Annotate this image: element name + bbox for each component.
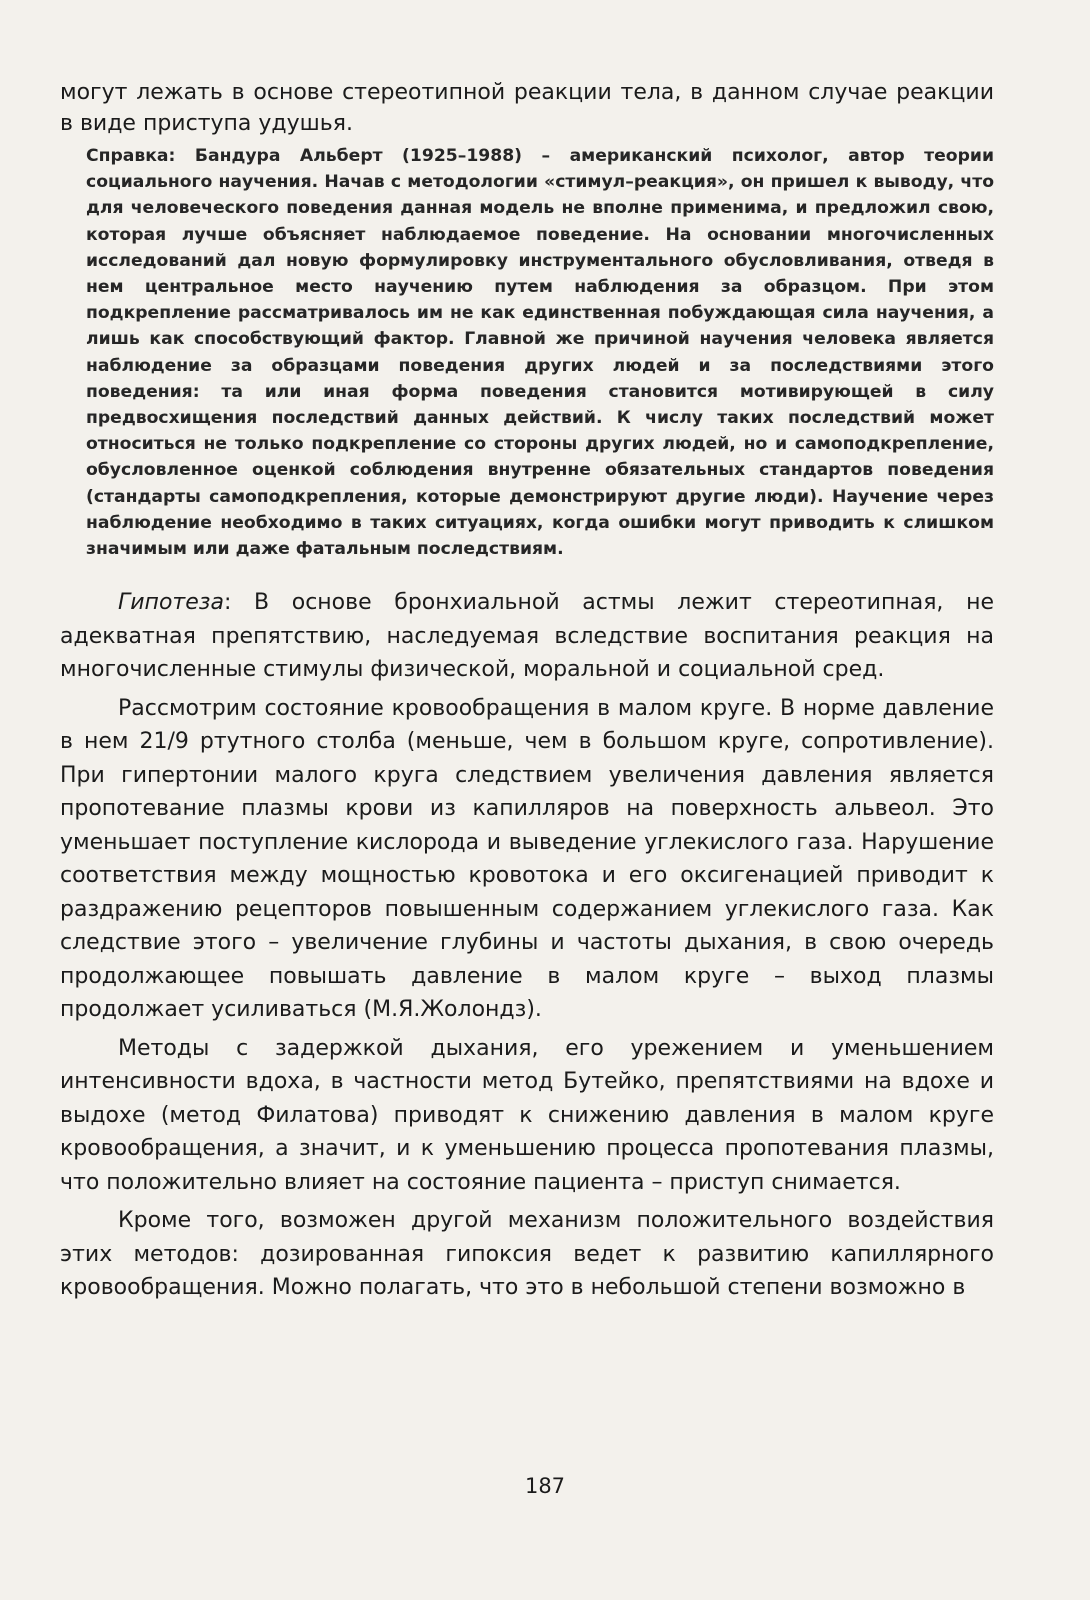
mechanism-paragraph: Кроме того, возможен другой механизм положительного воздействия этих методов: дозированная гипоксия ведет к развитию капиллярного кровообращения. Можно полагать, что это в небольшой степени возможно в — [60, 1208, 994, 1301]
continuation-paragraph: могут лежать в основе стереотипной реакции тела, в данном случае реакции в виде приступа удушья. — [60, 80, 994, 136]
page-number: 187 — [524, 1474, 566, 1498]
reference-note: Справка: Бандура Альберт (1925–1988) – американский психолог, автор теории социального научения. Начав с методологии «стимул–реакция», он пришел к выводу, что для человеческого поведения данная модель не вполне применима, и предложил свою, которая лучше объясняет наблюдаемое поведение. На основании многочисленных исследований дал новую формулировку инструментального обусловливания, отведя в нем центральное место научению путем наблюдения за образцом. При этом подкрепление рассматривалось им не как единственная побуждающая сила научения, а лишь как способствующий фактор. Главной же причиной научения человека является наблюдение за образцами поведения других людей и за последствиями этого поведения: та или иная форма поведения становится мотивирующей в силу предвосхищения последствий данных действий. К числу таких последствий может относиться не только подкрепление со стороны других людей, но и самоподкрепление, обусловленное оценкой соблюдения внутренне обязательных стандартов поведения (стандарты самоподкрепления, которые демонстрируют другие люди). Научение через наблюдение необходимо в таких ситуациях, когда ошибки могут приводить к слишком значимым или даже фатальным последствиям. — [86, 146, 994, 560]
hypothesis-paragraph — [60, 586, 994, 687]
circulation-paragraph: Рассмотрим состояние кровообращения в малом круге. В норме давление в нем 21/9 ртутного столба (меньше, чем в большом круге, сопротивление). При гипертонии малого круга следствием увеличения давления является пропотевание плазмы крови из капилляров на поверхность альвеол. Это уменьшает поступление кислорода и выведение углекислого газа. Нарушение соответствия между мощностью кровотока и его оксигенацией приводит к раздражению рецепторов повышенным содержанием углекислого газа. Как следствие этого – увеличение глубины и частоты дыхания, в свою очередь продолжающее повышать давление в малом круге – выход плазмы продолжает усиливаться (М.Я.Жолондз). — [60, 695, 994, 1023]
methods-paragraph: Методы с задержкой дыхания, его урежением и уменьшением интенсивности вдоха, в частности метод Бутейко, препятствиями на вдохе и выдохе (метод Филатова) приводят к снижению давления в малом круге кровообращения, а значит, и к уменьшению процесса пропотевания плазмы, что положительно влияет на состояние пациента – приступ снимается. — [60, 1035, 994, 1195]
hypothesis-text: : В основе бронхиальной астмы лежит стереотипная, не адекватная препятствию, наследуемая вследствие воспитания реакция на многочисленные стимулы физической, моральной и социальной сред. — [60, 590, 994, 683]
hypothesis-label: Гипотеза — [118, 590, 224, 616]
